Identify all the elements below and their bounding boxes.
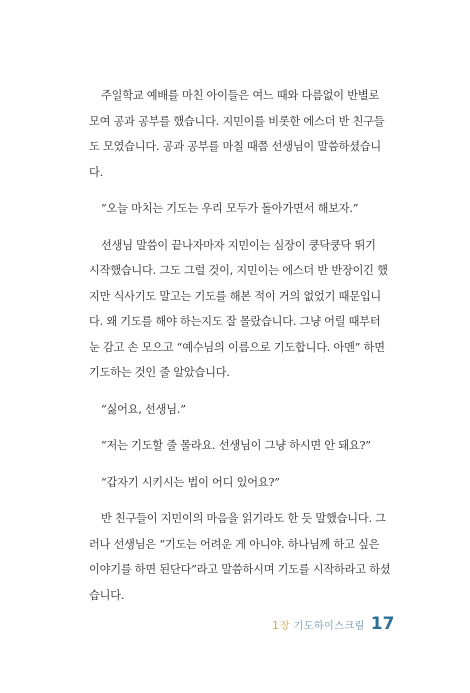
text-line: 기도하는 것인 줄 알았습니다. [89,366,230,379]
text-line: 다. [89,165,103,179]
text-line: 주일학교 예배를 마친 아이들은 여느 때와 다름없이 반별로 [101,89,380,102]
text-line: 반 친구들이 지민이의 마음을 읽기라도 한 듯 말했습니다. 그 [101,512,386,525]
paragraph-3 [89,233,387,386]
text-line: 지만 식사기도 말고는 기도를 해본 적이 거의 없었기 때문입니 [89,289,382,303]
text-line: “싫어요, 선생님.” [101,402,186,416]
page-number: 17 [370,614,395,634]
body-text [89,83,391,608]
text-line: 모여 공과 공부를 했습니다. 지민이를 비롯한 에스더 반 친구들 [89,114,385,128]
text-line: 다. 왜 기도를 해야 하는지도 잘 몰랐습니다. 그냥 어릴 때부터 [89,315,381,328]
text-line: 시작했습니다. 그도 그럴 것이, 지민이는 에스더 반 반장이긴 했 [89,264,388,277]
paragraph-6 [89,470,387,496]
text-line: 도 모였습니다. 공과 공부를 마칠 때쯤 선생님이 말씀하셨습니 [89,140,382,153]
text-line: 눈 감고 손 모으고 “예수님의 이름으로 기도합니다. 아멘” 하면 [89,340,385,354]
paragraph-4 [89,397,387,423]
text-line: 이야기를 하면 된단다”라고 말씀하시며 기도를 시작하라고 하셨 [89,563,391,576]
paragraph-1 [89,83,387,185]
chapter-label: 장 [280,621,290,632]
running-title: 기도하이스크림 [293,621,365,632]
paragraph-5 [89,433,387,459]
page-footer [272,614,394,634]
chapter-number: 1 [272,619,279,632]
paragraph-2 [89,196,387,222]
paragraph-7 [89,506,391,608]
text-line: “갑자기 시키시는 법이 어디 있어요?” [101,475,280,489]
text-line: 선생님 말씀이 끝나자마자 지민이는 심장이 쿵닥쿵닥 뛰기 [101,238,376,252]
text-line: 습니다. [89,588,125,602]
text-line: 러나 선생님은 “기도는 어려운 게 아니야. 하나님께 하고 싶은 [89,537,380,551]
text-line: “오늘 마치는 기도는 우리 모두가 돌아가면서 해보자.” [101,202,359,215]
text-line: “저는 기도할 줄 몰라요. 선생님이 그냥 하시면 안 돼요?” [101,439,371,452]
